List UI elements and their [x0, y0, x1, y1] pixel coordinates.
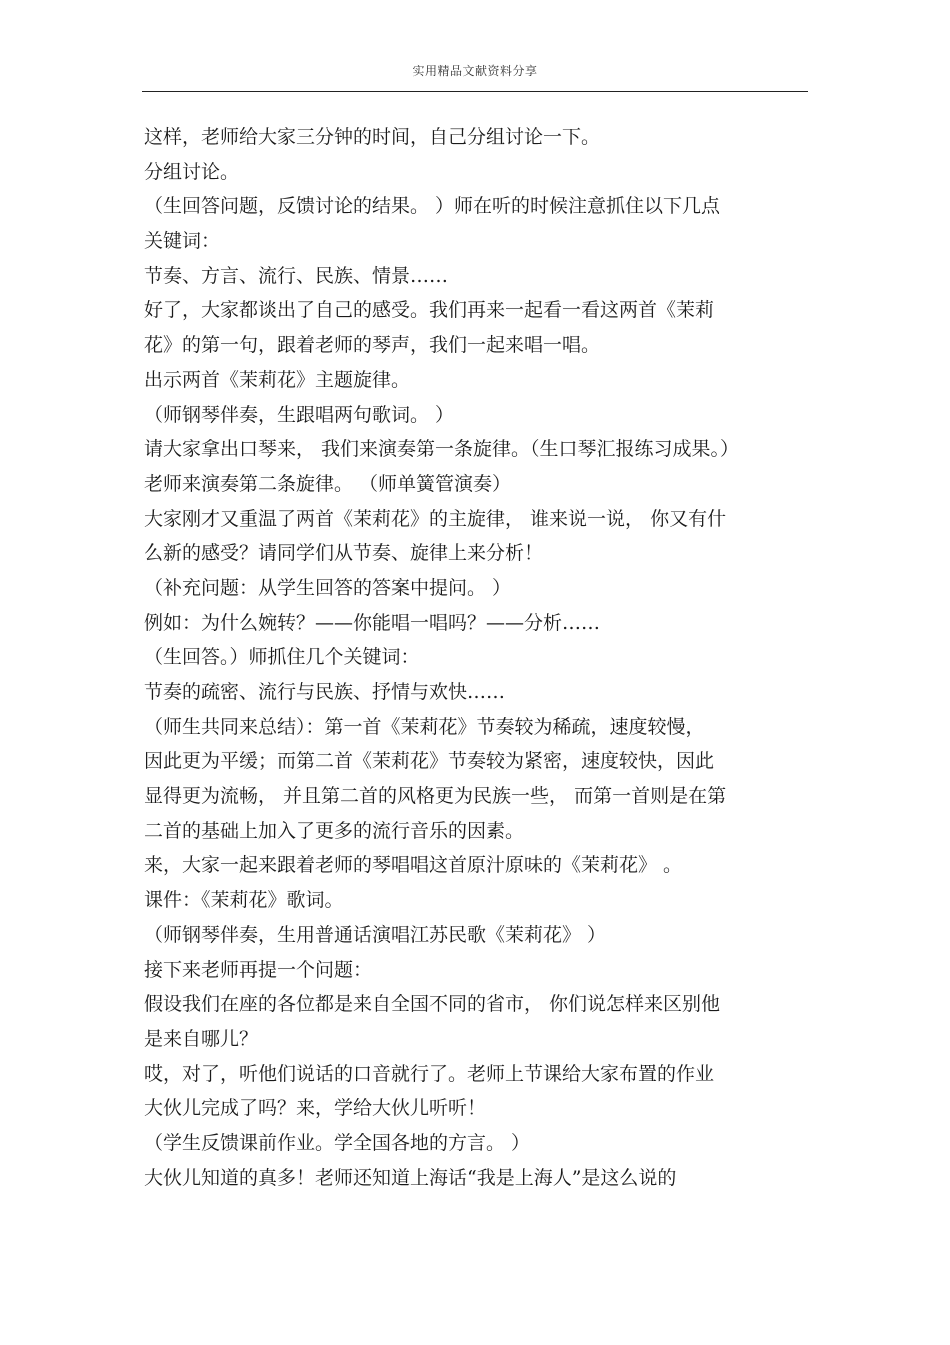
text-line: 节奏的疏密、流行与民族、抒情与欢快…… [144, 681, 506, 703]
text-line: （生回答问题，反馈讨论的结果。 ）师在听的时候注意抓住以下几点 [144, 195, 721, 218]
text-line: 请大家拿出口琴来， 我们来演奏第一条旋律。（生口琴汇报练习成果。） [144, 438, 740, 461]
header-divider [142, 91, 808, 92]
text-line: 哎，对了，听他们说话的口音就行了。老师上节课给大家布置的作业 [144, 1062, 715, 1085]
text-line: 老师来演奏第二条旋律。 （师单簧管演奏） [144, 472, 512, 495]
text-line: 课件：《茉莉花》歌词。 [144, 889, 344, 912]
text-line: 来，大家一起来跟着老师的琴唱唱这首原汁原味的《茉莉花》 。 [144, 854, 683, 877]
text-line: 好了，大家都谈出了自己的感受。我们再来一起看一看这两首《茉莉 [144, 299, 715, 322]
document-body [144, 120, 814, 1195]
text-line: 么新的感受？请同学们从节奏、旋律上来分析！ [144, 542, 544, 565]
text-line: 关键词： [144, 230, 221, 253]
text-line: 节奏、方言、流行、民族、情景…… [144, 264, 449, 287]
text-line: 花》的第一句，跟着老师的琴声，我们一起来唱一唱。 [144, 334, 601, 357]
text-line: 例如：为什么婉转？——你能唱一唱吗？——分析…… [144, 611, 601, 634]
text-line: 分组讨论。 [144, 160, 240, 183]
text-line: 显得更为流畅， 并且第二首的风格更为民族一些， 而第一首则是在第 [144, 785, 727, 808]
text-line: 大家刚才又重温了两首《茉莉花》的主旋律， 谁来说一说， 你又有什 [144, 507, 727, 530]
text-line: 是来自哪儿？ [144, 1027, 259, 1050]
text-line: （学生反馈课前作业。学全国各地的方言。 ） [144, 1131, 531, 1154]
text-line: （补充问题：从学生回答的答案中提问。 ） [144, 576, 512, 599]
text-line: （师生共同来总结）：第一首《茉莉花》节奏较为稀疏，速度较慢， [144, 715, 705, 738]
text-line: 大伙儿完成了吗？来，学给大伙儿听听！ [144, 1097, 487, 1120]
text-line: 接下来老师再提一个问题： [144, 958, 373, 981]
text-line: （师钢琴伴奏，生跟唱两句歌词。 ） [144, 403, 455, 426]
text-line: 出示两首《茉莉花》主题旋律。 [144, 368, 411, 391]
text-line: （生回答。）师抓住几个关键词： [144, 646, 420, 669]
text-line: （师钢琴伴奏，生用普通话演唱江苏民歌《茉莉花》 ） [144, 923, 607, 946]
page-header: 实用精品文献资料分享 [412, 64, 538, 78]
text-line: 大伙儿知道的真多！老师还知道上海话“我是上海人”是这么说的 [144, 1166, 677, 1189]
text-line: 二首的基础上加入了更多的流行音乐的因素。 [144, 819, 525, 842]
text-line: 因此更为平缓；而第二首《茉莉花》节奏较为紧密，速度较快，因此 [144, 750, 715, 773]
text-line: 假设我们在座的各位都是来自全国不同的省市， 你们说怎样来区别他 [144, 993, 721, 1016]
text-line: 这样，老师给大家三分钟的时间，自己分组讨论一下。 [144, 126, 601, 148]
